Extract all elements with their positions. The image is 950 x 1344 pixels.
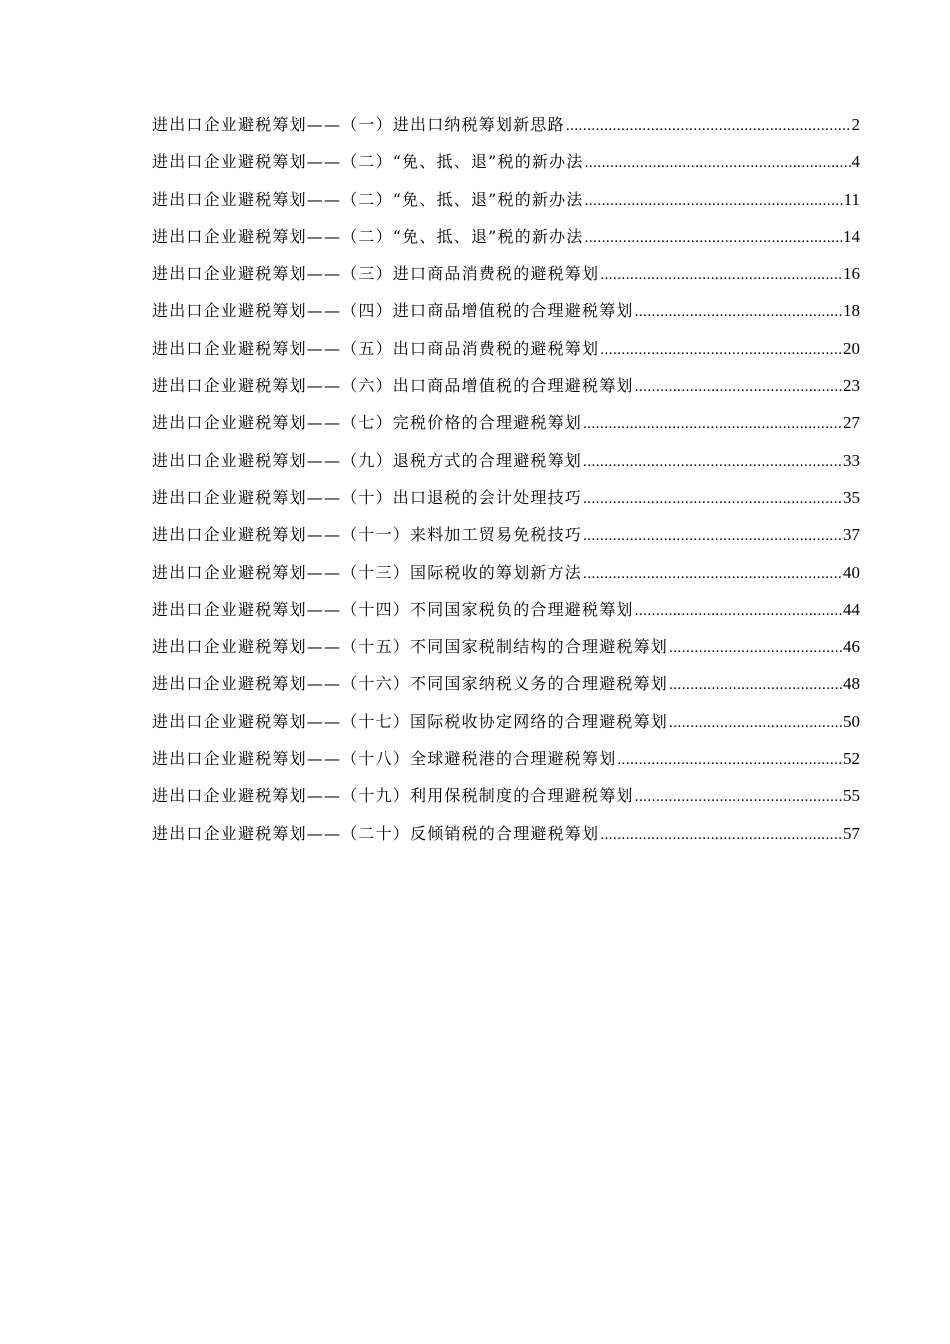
toc-entry-page[interactable]: 16	[843, 264, 860, 284]
toc-entry-page[interactable]: 18	[843, 301, 860, 321]
toc-entry-title[interactable]: 进出口企业避税筹划——（二）“免、抵、退”税的新办法	[152, 226, 584, 246]
toc-entry[interactable]	[152, 410, 860, 447]
toc-entry-page[interactable]: 20	[843, 338, 860, 358]
toc-dot-leader	[583, 411, 842, 437]
toc-dot-leader	[583, 561, 842, 587]
toc-entry-title[interactable]: 进出口企业避税筹划——（十六）不同国家纳税义务的合理避税筹划	[152, 674, 669, 694]
toc-entry[interactable]	[152, 597, 860, 634]
toc-entry-page[interactable]: 50	[843, 711, 860, 731]
toc-entry-title[interactable]: 进出口企业避税筹划——（十八）全球避税港的合理避税筹划	[152, 749, 617, 769]
toc-dot-leader	[600, 337, 842, 363]
toc-dot-leader	[583, 449, 842, 475]
toc-entry[interactable]	[152, 187, 860, 224]
toc-dot-leader	[585, 225, 842, 251]
toc-entry-page[interactable]: 46	[843, 637, 860, 657]
toc-dot-leader	[583, 486, 842, 512]
toc-entry[interactable]	[152, 448, 860, 485]
toc-dot-leader	[635, 598, 842, 624]
toc-dot-leader	[585, 188, 843, 214]
toc-entry[interactable]	[152, 821, 860, 858]
toc-dot-leader	[669, 635, 842, 661]
toc-entry-page[interactable]: 52	[843, 749, 860, 769]
toc-entry[interactable]	[152, 336, 860, 373]
toc-entry-title[interactable]: 进出口企业避税筹划——（十）出口退税的会计处理技巧	[152, 487, 583, 507]
toc-entry-page[interactable]: 11	[843, 189, 860, 209]
toc-dot-leader	[566, 113, 851, 139]
toc-dot-leader	[583, 523, 842, 549]
toc-entry-page[interactable]: 37	[843, 525, 860, 545]
toc-entry[interactable]	[152, 112, 860, 149]
toc-entry-title[interactable]: 进出口企业避税筹划——（五）出口商品消费税的避税筹划	[152, 338, 600, 358]
toc-entry-title[interactable]: 进出口企业避税筹划——（十一）来料加工贸易免税技巧	[152, 525, 583, 545]
toc-entry[interactable]	[152, 224, 860, 261]
toc-entry-title[interactable]: 进出口企业避税筹划——（九）退税方式的合理避税筹划	[152, 450, 583, 470]
toc-entry[interactable]	[152, 261, 860, 298]
toc-entry-page[interactable]: 2	[851, 115, 860, 134]
toc-entry-title[interactable]: 进出口企业避税筹划——（十九）利用保税制度的合理避税筹划	[152, 786, 634, 806]
toc-entry-page[interactable]: 33	[843, 450, 860, 470]
toc-entry[interactable]	[152, 671, 860, 708]
toc-entry[interactable]	[152, 709, 860, 746]
toc-dot-leader	[585, 150, 851, 176]
toc-entry-title[interactable]: 进出口企业避税筹划——（十五）不同国家税制结构的合理避税筹划	[152, 637, 669, 657]
toc-entry-title[interactable]: 进出口企业避税筹划——（一）进出口纳税筹划新思路	[152, 115, 565, 134]
toc-entry-page[interactable]: 23	[843, 376, 860, 396]
toc-entry-title[interactable]: 进出口企业避税筹划——（七）完税价格的合理避税筹划	[152, 413, 583, 433]
toc-entry[interactable]	[152, 634, 860, 671]
toc-entry[interactable]	[152, 746, 860, 783]
toc-entry-page[interactable]: 4	[851, 152, 860, 172]
toc-entry-page[interactable]: 44	[843, 599, 860, 619]
table-of-contents	[152, 112, 860, 858]
toc-dot-leader	[600, 262, 842, 288]
toc-entry-title[interactable]: 进出口企业避税筹划——（二十）反倾销税的合理避税筹划	[152, 823, 600, 843]
toc-entry-title[interactable]: 进出口企业避税筹划——（二）“免、抵、退”税的新办法	[152, 152, 584, 172]
toc-entry-title[interactable]: 进出口企业避税筹划——（十七）国际税收协定网络的合理避税筹划	[152, 711, 669, 731]
toc-entry-title[interactable]: 进出口企业避税筹划——（六）出口商品增值税的合理避税筹划	[152, 376, 634, 396]
toc-dot-leader	[635, 299, 842, 325]
toc-entry-page[interactable]: 27	[843, 413, 860, 433]
toc-entry[interactable]	[152, 298, 860, 335]
toc-entry[interactable]	[152, 373, 860, 410]
toc-entry[interactable]	[152, 522, 860, 559]
toc-entry[interactable]	[152, 485, 860, 522]
toc-entry-page[interactable]: 35	[843, 487, 860, 507]
toc-entry-title[interactable]: 进出口企业避税筹划——（四）进口商品增值税的合理避税筹划	[152, 301, 634, 321]
toc-entry-title[interactable]: 进出口企业避税筹划——（二）“免、抵、退”税的新办法	[152, 189, 584, 209]
toc-entry-title[interactable]: 进出口企业避税筹划——（十三）国际税收的筹划新方法	[152, 562, 583, 582]
toc-entry[interactable]	[152, 149, 860, 186]
toc-dot-leader	[635, 784, 842, 810]
toc-entry-title[interactable]: 进出口企业避税筹划——（三）进口商品消费税的避税筹划	[152, 264, 600, 284]
toc-entry[interactable]	[152, 560, 860, 597]
toc-entry-page[interactable]: 40	[843, 562, 860, 582]
toc-entry-page[interactable]: 48	[843, 674, 860, 694]
toc-dot-leader	[635, 374, 842, 400]
toc-entry-page[interactable]: 55	[843, 786, 860, 806]
toc-entry-page[interactable]: 14	[843, 226, 860, 246]
toc-dot-leader	[600, 822, 842, 848]
toc-entry-title[interactable]: 进出口企业避税筹划——（十四）不同国家税负的合理避税筹划	[152, 599, 634, 619]
toc-dot-leader	[617, 747, 842, 773]
toc-dot-leader	[669, 672, 842, 698]
toc-entry-page[interactable]: 57	[843, 823, 860, 843]
toc-dot-leader	[669, 710, 842, 736]
toc-entry[interactable]	[152, 783, 860, 820]
